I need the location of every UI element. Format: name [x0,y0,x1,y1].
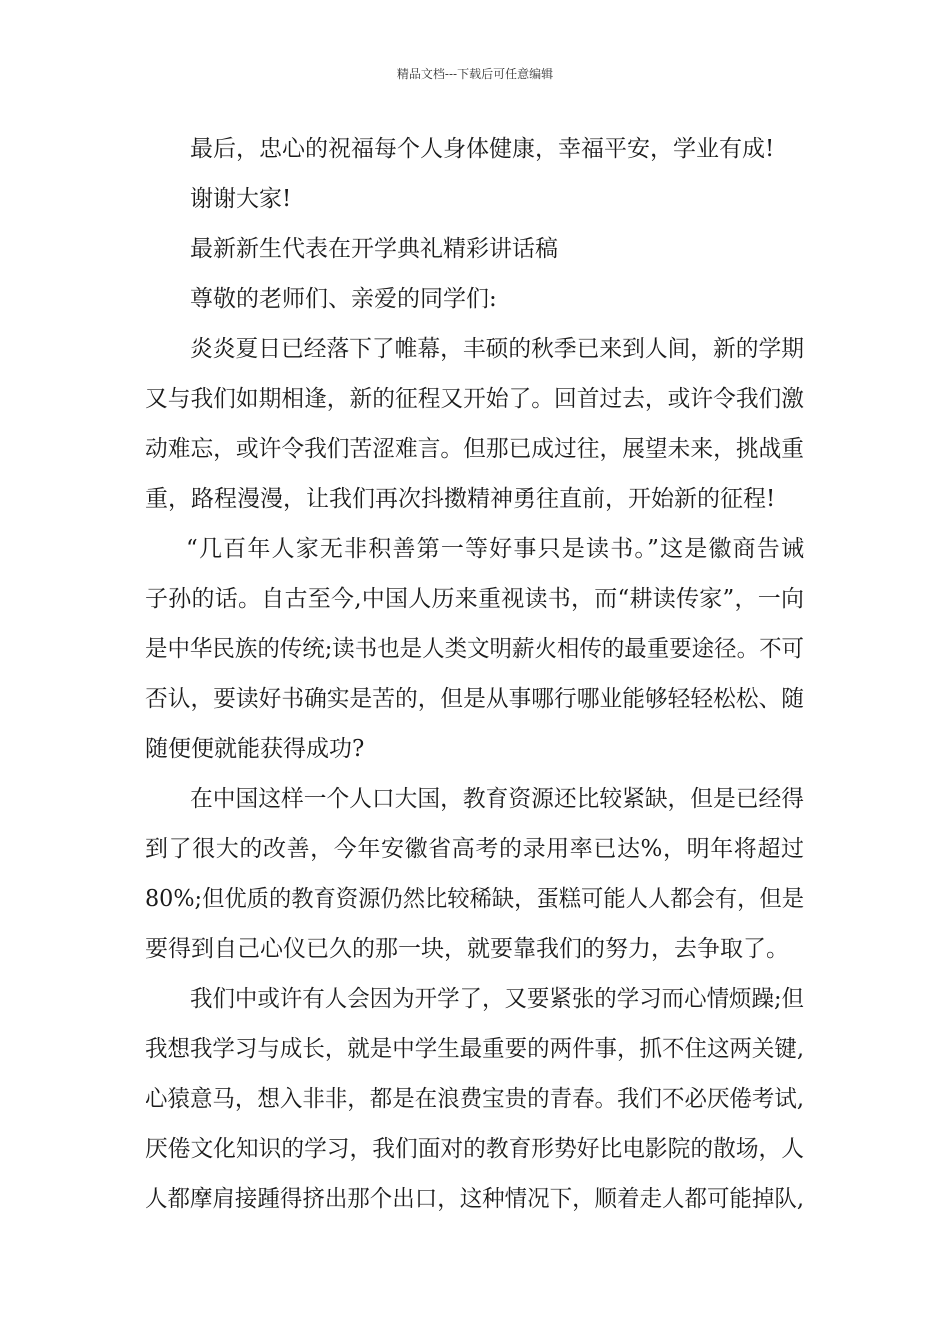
text-line: 要得到自己心仪已久的那一块，就要靠我们的努力，去争取了。 [145,936,789,962]
text-line: 炎炎夏日已经落下了帷幕，丰硕的秋季已来到人间，新的学期 [190,336,804,362]
text-line: 到了很大的改善，今年安徽省高考的录用率已达%，明年将超过 [145,836,805,862]
text-line: 我想我学习与成长，就是中学生最重要的两件事，抓不住这两关键, [145,1036,804,1062]
text-line: 动难忘，或许令我们苦涩难言。但那已成过往，展望未来，挑战重 [145,436,804,462]
text-line: 子孙的话。自古至今,中国人历来重视读书，而“耕读传家”，一向 [145,586,805,612]
text-line: 又与我们如期相逢，新的征程又开始了。回首过去，或许令我们激 [145,386,804,412]
text-line: 厌倦文化知识的学习，我们面对的教育形势好比电影院的散场，人 [145,1136,804,1162]
text-line: 在中国这样一个人口大国，教育资源还比较紧缺，但是已经得 [190,786,804,812]
text-line: 心猿意马，想入非非，都是在浪费宝贵的青春。我们不必厌倦考试, [145,1086,804,1112]
text-line: 人都摩肩接踵得挤出那个出口，这种情况下，顺着走人都可能掉队, [145,1186,804,1212]
text-line: 谢谢大家! [190,186,292,212]
text-line: 我们中或许有人会因为开学了，又要紧张的学习而心情烦躁;但 [190,986,804,1012]
text-line: 最新新生代表在开学典礼精彩讲话稿 [190,236,558,262]
text-line: 重，路程漫漫，让我们再次抖擞精神勇往直前，开始新的征程! [145,486,776,512]
page-header: 精品文档---下载后可任意编辑 [396,67,554,81]
text-line: 否认，要读好书确实是苦的，但是从事哪行哪业能够轻轻松松、随 [145,686,804,712]
text-line: 随便便就能获得成功? [145,736,365,762]
text-line: 最后，忠心的祝福每个人身体健康，幸福平安，学业有成! [190,136,775,162]
text-line: 尊敬的老师们、亲爱的同学们: [190,286,497,312]
text-line: 80%;但优质的教育资源仍然比较稀缺，蛋糕可能人人都会有，但是 [145,886,804,912]
text-line: “几百年人家无非积善第一等好事只是读书。”这是徽商告诫 [186,536,806,562]
text-line: 是中华民族的传统;读书也是人类文明薪火相传的最重要途径。不可 [145,636,804,662]
